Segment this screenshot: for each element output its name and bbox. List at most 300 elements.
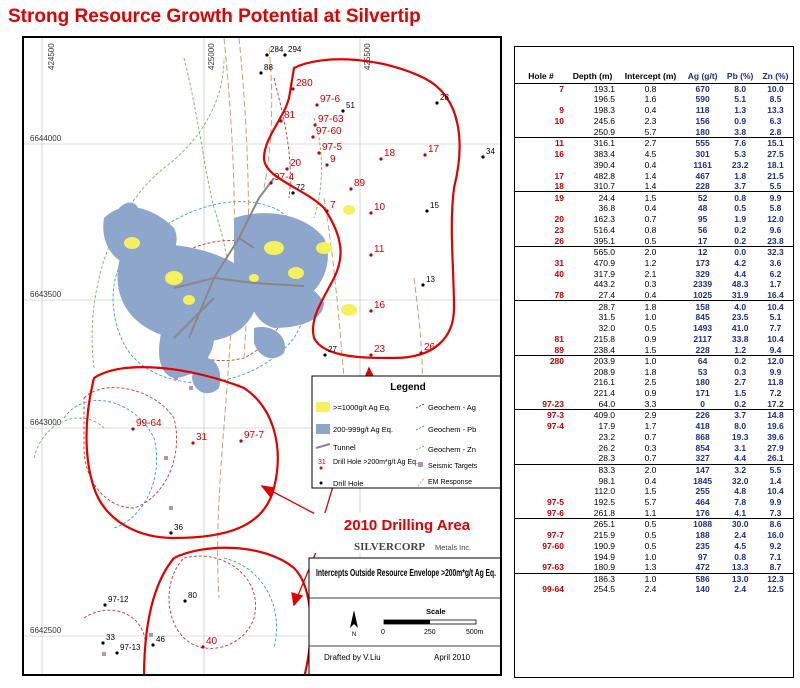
drill-hole-significant-label: 97-5	[322, 142, 343, 153]
cell-pb: 5.1	[734, 94, 747, 105]
cell-ag: 180	[695, 377, 710, 388]
cell-hole: 97-5	[546, 497, 564, 508]
x-tick-2: 425000	[207, 43, 216, 70]
cell-depth: 470.9	[593, 257, 616, 268]
cell-intercept: 2.1	[644, 268, 657, 279]
cell-pb: 8.0	[722, 83, 758, 94]
cell-pb: 32.0	[731, 475, 749, 486]
y-tick-2: 6643500	[30, 290, 62, 299]
cell-depth: 162.3	[593, 214, 616, 225]
cell-ag: 1025	[693, 290, 713, 301]
cell-intercept: 0.7	[644, 453, 657, 464]
cell-intercept: 1.2	[644, 257, 657, 268]
cell-intercept: 0.7	[644, 431, 657, 442]
cell-hole: 19	[515, 192, 567, 203]
cell-zn: 12.3	[758, 573, 793, 584]
cell-zn: 1.7	[769, 279, 782, 290]
header-hole: Hole #	[515, 47, 567, 83]
cell-pb: 3.8	[734, 126, 747, 137]
info-box	[309, 558, 502, 676]
drill-hole-label: 80	[188, 591, 197, 600]
cell-intercept: 2.9	[618, 410, 683, 421]
cell-ag: 147	[683, 464, 722, 475]
drill-hole-significant-marker	[317, 151, 320, 154]
cell-depth: 28.7	[567, 301, 618, 312]
drill-hole-significant-marker	[311, 135, 314, 138]
cell-depth: 208.9	[593, 366, 616, 377]
header-intercept: Intercept (m)	[618, 47, 683, 83]
cell-intercept: 2.7	[618, 137, 683, 148]
drill-hole-significant-marker	[325, 209, 328, 212]
cell-intercept: 1.4	[644, 170, 657, 181]
drill-hole-label: 97-12	[108, 595, 129, 604]
cell-hole: 40	[554, 268, 564, 279]
cell-intercept: 0.4	[644, 290, 657, 301]
drill-hole-label: 28	[440, 93, 449, 102]
legend-label-tunnel: Tunnel	[333, 443, 356, 452]
table-row	[515, 181, 793, 192]
cell-intercept: 0.4	[644, 203, 657, 214]
drill-hole-significant-marker	[325, 163, 328, 166]
cell-ag: 228	[695, 181, 710, 192]
cell-ag: 301	[695, 148, 710, 159]
cell-hole: 26	[554, 235, 564, 246]
drill-hole-significant-marker	[369, 253, 372, 256]
cell-ag: 2117	[693, 333, 712, 344]
cell-depth: 186.3	[567, 573, 618, 584]
cell-intercept: 0.3	[644, 442, 657, 453]
legend-label-ag: Geochem - Ag	[428, 403, 476, 412]
cell-intercept: 1.4	[644, 181, 657, 192]
cell-ag: 17	[697, 235, 708, 246]
cell-intercept: 0.4	[644, 105, 657, 116]
legend-label-mid: 200-999g/t Ag Eq.	[333, 425, 394, 434]
cell-intercept: 5.7	[644, 497, 657, 508]
cell-intercept: 0.8	[644, 225, 657, 236]
cell-hole: 97-6	[546, 507, 564, 518]
cell-ag: 255	[695, 486, 710, 497]
cell-ag: 586	[683, 573, 722, 584]
table-row	[515, 116, 793, 127]
drill-hole-marker	[291, 191, 294, 194]
cell-depth: 26.2	[598, 442, 616, 453]
logo-suffix: Metals Inc.	[435, 543, 472, 552]
drill-hole-significant-label: 10	[374, 202, 386, 213]
cell-intercept: 1.0	[644, 312, 657, 323]
drill-hole-label: 36	[174, 523, 183, 532]
cell-ag: 158	[683, 301, 722, 312]
cell-depth: 180.9	[593, 562, 616, 573]
cell-hole	[515, 279, 567, 290]
cell-pb: 4.4	[734, 453, 747, 464]
cell-depth: 98.1	[598, 475, 616, 486]
cell-depth: 221.4	[593, 388, 616, 399]
legend-swatch-hole	[320, 482, 323, 485]
cell-zn: 12.0	[767, 214, 784, 225]
cell-hole: 9	[559, 105, 564, 116]
cell-intercept: 0.5	[644, 529, 657, 540]
cell-pb: 0.2	[734, 225, 747, 236]
drill-hole-significant-label: 23	[374, 344, 386, 355]
cell-zn: 27.9	[767, 442, 784, 453]
cell-hole	[515, 432, 567, 443]
cell-depth: 383.4	[593, 148, 616, 159]
assay-table-panel	[514, 46, 794, 678]
cell-intercept: 5.7	[644, 126, 657, 137]
cell-hole: 99-64	[542, 584, 564, 595]
drill-hole-label: 34	[486, 147, 495, 156]
cell-zn: 10.4	[767, 486, 784, 497]
cell-depth: 565.0	[567, 246, 618, 257]
cell-depth: 24.4	[567, 192, 618, 203]
cell-pb: 0.2	[734, 399, 747, 410]
cell-pb: 7.6	[722, 137, 758, 148]
cell-zn: 5.1	[769, 312, 782, 323]
north-label: N	[351, 632, 357, 638]
cell-intercept: 0.5	[644, 540, 657, 551]
table-row	[515, 421, 793, 432]
scale-label-500: 500m	[466, 629, 484, 636]
cell-pb: 4.8	[734, 486, 747, 497]
cell-pb: 0.2	[722, 355, 758, 366]
legend-label-zn: Geochem - Zn	[428, 445, 476, 454]
drill-hole-significant-marker	[315, 103, 318, 106]
cell-pb: 2.4	[734, 529, 747, 540]
cell-zn: 12.0	[758, 355, 793, 366]
cell-ag: 2339	[693, 279, 713, 290]
cell-ag: 156	[695, 116, 710, 127]
cell-pb: 0.0	[722, 246, 758, 257]
cell-hole: 31	[554, 257, 564, 268]
cell-hole: 97-3	[515, 410, 567, 421]
cell-zn: 7.2	[769, 388, 782, 399]
cell-ag: 171	[695, 388, 710, 399]
cell-intercept: 2.0	[618, 246, 683, 257]
table-row	[515, 312, 793, 323]
mid-grade-zones	[103, 203, 328, 394]
drill-hole-label: 88	[264, 63, 273, 72]
cell-pb: 3.7	[734, 181, 747, 192]
cell-zn: 9.9	[769, 497, 782, 508]
drill-hole-significant-label: 97-7	[244, 430, 265, 441]
drill-hole-marker	[435, 101, 438, 104]
table-row	[515, 137, 793, 148]
cell-intercept: 2.4	[644, 584, 657, 595]
drafted-by: Drafted by V.Liu	[324, 653, 381, 662]
drill-hole-label: 51	[346, 101, 355, 110]
cell-ag: 555	[683, 137, 722, 148]
cell-zn: 5.8	[769, 203, 782, 214]
cell-pb: 31.9	[731, 290, 749, 301]
drill-hole-marker	[341, 109, 344, 112]
table-row	[515, 475, 793, 486]
cell-pb: 0.8	[734, 551, 747, 562]
drill-hole-significant-label: 89	[354, 178, 366, 189]
cell-intercept: 1.1	[644, 507, 657, 518]
cell-ag: 464	[695, 497, 710, 508]
y-tick-3: 6643000	[30, 418, 62, 427]
cell-pb: 1.2	[734, 344, 747, 355]
cell-depth: 83.3	[567, 464, 618, 475]
cell-depth: 28.3	[598, 453, 616, 464]
legend-swatch-mid	[316, 424, 330, 434]
drill-hole-marker	[183, 599, 186, 602]
table-row	[515, 464, 793, 475]
table-header-row	[515, 47, 793, 83]
cell-ag: 590	[695, 94, 710, 105]
cell-zn: 9.6	[769, 225, 782, 236]
cell-zn: 32.3	[758, 246, 793, 257]
table-row	[515, 235, 793, 246]
cell-ag: 226	[683, 410, 722, 421]
cell-hole: 18	[554, 181, 564, 192]
table-row	[515, 214, 793, 225]
cell-ag: 176	[695, 507, 710, 518]
cell-depth: 395.1	[593, 235, 616, 246]
cell-depth: 31.5	[598, 312, 616, 323]
cell-ag: 845	[695, 312, 710, 323]
cell-ag: 95	[697, 214, 708, 225]
cell-depth: 193.1	[567, 83, 618, 94]
cell-zn: 27.5	[767, 148, 784, 159]
drill-hole-marker	[265, 53, 268, 56]
cell-depth: 265.1	[567, 519, 618, 530]
cell-hole	[515, 377, 567, 388]
table-row	[515, 432, 793, 443]
drill-hole-label: 33	[106, 633, 115, 642]
drill-hole-marker	[101, 641, 104, 644]
cell-depth: 27.4	[598, 290, 616, 301]
cell-pb: 5.3	[734, 148, 747, 159]
table-row	[515, 279, 793, 290]
cell-pb: 23.5	[731, 312, 749, 323]
table-row	[515, 584, 793, 595]
cell-ag: 48	[697, 203, 708, 214]
cell-zn: 10.4	[758, 301, 793, 312]
cell-ag: 53	[697, 366, 708, 377]
cell-hole	[515, 312, 567, 323]
drill-hole-marker	[151, 643, 154, 646]
cell-zn: 17.2	[767, 399, 784, 410]
drill-hole-significant-label: 26	[424, 342, 436, 353]
cell-depth: 198.3	[593, 105, 616, 116]
drill-hole-label: 15	[430, 201, 439, 210]
cell-ag: 1493	[693, 323, 713, 334]
cell-pb: 4.0	[722, 301, 758, 312]
cell-ag: 228	[695, 344, 710, 355]
cell-depth: 250.9	[593, 126, 616, 137]
cell-zn: 5.5	[769, 181, 782, 192]
cell-intercept: 1.5	[644, 486, 657, 497]
cell-intercept: 3.3	[644, 399, 657, 410]
legend-label-red-hole: Drill Hole >200m*g/t Ag Eq.	[333, 459, 419, 466]
drill-hole-significant-marker	[369, 211, 372, 214]
legend-label-high: >=1000g/t Ag Eq.	[333, 403, 391, 412]
assay-table	[515, 47, 793, 595]
cell-pb: 0.2	[734, 235, 747, 246]
cell-intercept: 1.8	[618, 301, 683, 312]
cell-zn: 16.4	[767, 290, 784, 301]
cell-depth: 238.4	[593, 344, 616, 355]
cell-depth: 196.5	[593, 94, 616, 105]
cell-pb: 4.2	[734, 257, 747, 268]
legend-label-pb: Geochem - Pb	[428, 425, 477, 434]
table-row	[515, 148, 793, 159]
header-depth: Depth (m)	[567, 47, 618, 83]
table-row	[515, 453, 793, 464]
cell-zn: 9.4	[769, 344, 782, 355]
cell-depth: 443.2	[593, 279, 616, 290]
cell-ag: 64	[683, 355, 722, 366]
cell-depth: 112.0	[594, 486, 616, 497]
table-row	[515, 268, 793, 279]
table-row	[515, 127, 793, 138]
cell-intercept: 2.5	[644, 377, 657, 388]
header-pb: Pb (%)	[722, 47, 758, 83]
cell-hole: 20	[554, 214, 564, 225]
cell-pb: 0.3	[734, 366, 747, 377]
cell-zn: 19.6	[767, 421, 784, 432]
cell-pb: 3.1	[734, 442, 747, 453]
legend-label-seismic: Seismic Targets	[428, 463, 478, 470]
cell-intercept: 1.8	[644, 366, 657, 377]
cell-intercept: 2.0	[618, 464, 683, 475]
cell-zn: 16.0	[767, 529, 784, 540]
drill-hole-marker	[103, 603, 106, 606]
cell-hole	[515, 246, 567, 257]
legend-swatch-high	[316, 402, 330, 412]
cell-hole: 7	[515, 83, 567, 94]
drill-hole-significant-marker	[369, 309, 372, 312]
y-tick-1: 6644000	[30, 134, 62, 143]
cell-hole: 97-7	[546, 529, 564, 540]
cell-zn: 7.1	[769, 551, 782, 562]
cell-ag: 467	[695, 170, 710, 181]
cell-depth: 317.9	[593, 268, 616, 279]
drill-hole-significant-marker	[423, 153, 426, 156]
cell-pb: 2.7	[734, 377, 747, 388]
table-row	[515, 442, 793, 453]
cell-ag: 1088	[683, 519, 722, 530]
cell-ag: 418	[695, 421, 710, 432]
cell-pb: 8.0	[734, 421, 747, 432]
cell-depth: 36.8	[598, 203, 616, 214]
legend	[312, 376, 502, 488]
cell-intercept: 0.4	[644, 159, 657, 170]
drill-hole-marker	[259, 71, 262, 74]
cell-zn: 18.1	[767, 159, 784, 170]
cell-zn: 8.7	[769, 562, 782, 573]
cell-zn: 11.8	[767, 377, 784, 388]
cell-depth: 316.1	[567, 137, 618, 148]
cell-pb: 3.2	[722, 464, 758, 475]
cell-zn: 6.3	[769, 116, 782, 127]
scale-title: Scale	[426, 607, 446, 616]
drill-hole-significant-marker	[279, 119, 282, 122]
map-canvas	[24, 38, 502, 676]
scale-label-250: 250	[424, 629, 436, 636]
table-row	[515, 355, 793, 366]
drill-hole-marker	[323, 353, 326, 356]
drill-hole-significant-label: 99-64	[136, 418, 162, 429]
cell-intercept: 0.5	[618, 519, 683, 530]
table-row	[515, 562, 793, 573]
table-row	[515, 508, 793, 519]
drill-hole-significant-label: 40	[206, 636, 218, 647]
table-row	[515, 333, 793, 344]
page-title: Strong Resource Growth Potential at Silvertip	[8, 6, 421, 27]
cell-hole: 97-23	[542, 399, 564, 410]
cell-ag: 868	[695, 431, 710, 442]
table-row	[515, 159, 793, 170]
cell-intercept: 0.9	[644, 333, 657, 344]
drill-hole-significant-marker	[131, 427, 134, 430]
cell-pb: 48.3	[731, 279, 749, 290]
cell-depth: 254.5	[593, 584, 616, 595]
drill-hole-significant-label: 97-6	[320, 94, 341, 105]
table-row	[515, 497, 793, 508]
header-zn: Zn (%)	[758, 47, 793, 83]
cell-intercept: 0.3	[644, 279, 657, 290]
cell-ag: 97	[697, 551, 708, 562]
cell-zn: 39.6	[767, 431, 784, 442]
cell-pb: 2.4	[734, 584, 747, 595]
cell-zn: 8.6	[758, 519, 793, 530]
table-row	[515, 94, 793, 105]
table-row	[515, 203, 793, 214]
cell-ag: 329	[695, 268, 710, 279]
cell-ag: 140	[695, 584, 710, 595]
cell-depth: 482.8	[593, 170, 616, 181]
cell-hole	[515, 203, 567, 214]
cell-pb: 4.5	[734, 540, 747, 551]
cell-zn: 7.7	[769, 323, 782, 334]
cell-hole	[515, 486, 567, 497]
header-ag: Ag (g/t)	[683, 47, 722, 83]
cell-intercept: 1.0	[644, 551, 657, 562]
cell-depth: 215.8	[593, 333, 616, 344]
drill-hole-significant-label: 97-4	[274, 172, 295, 183]
cell-intercept: 0.7	[644, 214, 657, 225]
drill-hole-significant-marker	[269, 181, 272, 184]
cell-hole: 16	[554, 148, 564, 159]
table-row	[515, 530, 793, 541]
cell-ag: 0	[700, 399, 705, 410]
cell-ag: 12	[683, 246, 722, 257]
cell-pb: 7.8	[734, 497, 747, 508]
cell-zn: 9.9	[769, 366, 782, 377]
cell-ag: 52	[683, 192, 722, 203]
cell-pb: 1.8	[734, 170, 747, 181]
cell-ag: 235	[695, 540, 710, 551]
cell-hole: 10	[554, 116, 564, 127]
cell-hole	[515, 159, 567, 170]
cell-pb: 4.4	[734, 268, 747, 279]
legend-swatch-red-hole: 31	[318, 459, 326, 466]
table-row	[515, 377, 793, 388]
drill-hole-label: 97-13	[120, 643, 141, 652]
drill-hole-significant-marker	[285, 167, 288, 170]
cell-hole	[515, 464, 567, 475]
cell-intercept: 1.5	[618, 192, 683, 203]
cell-zn: 23.8	[767, 235, 784, 246]
cell-hole	[515, 551, 567, 562]
cell-depth: 17.9	[598, 421, 616, 432]
cell-intercept: 1.0	[618, 355, 683, 366]
drill-hole-significant-marker	[379, 157, 382, 160]
cell-hole: 97-4	[546, 421, 564, 432]
cell-hole	[515, 442, 567, 453]
